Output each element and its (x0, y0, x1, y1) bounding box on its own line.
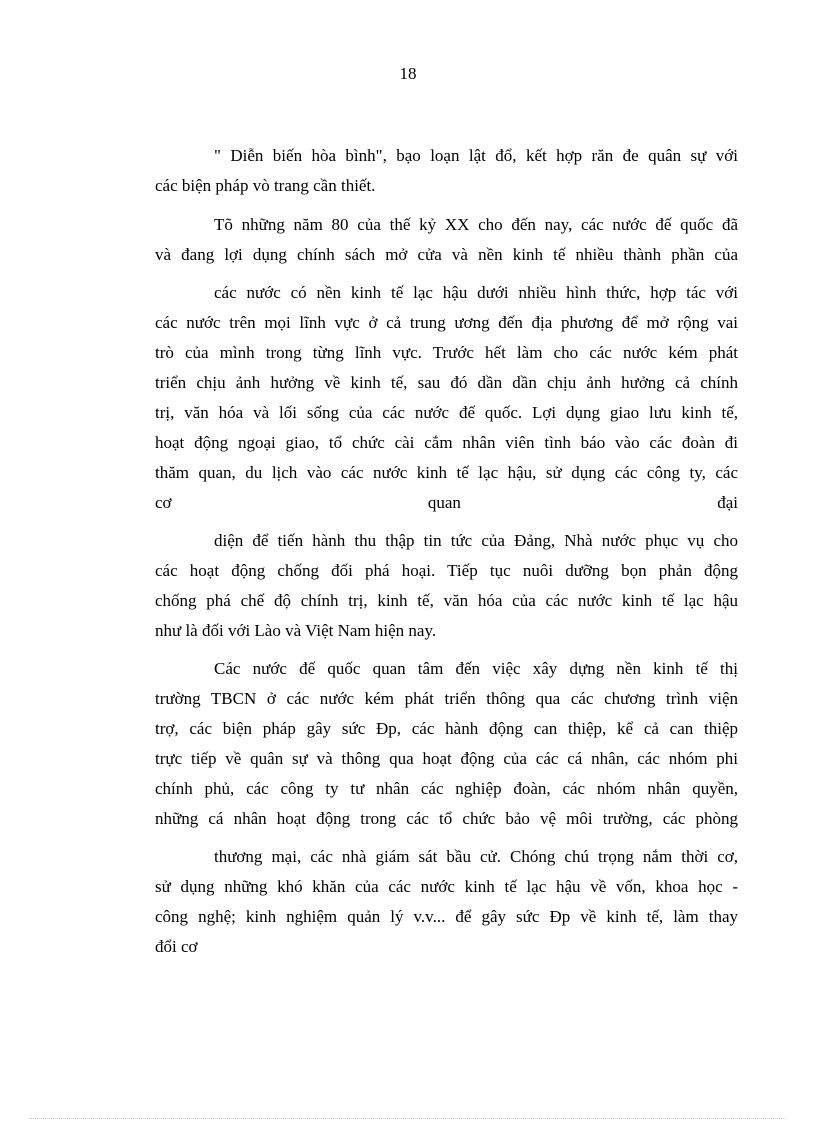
text-line: các biện pháp vò trang cần thiết. (155, 176, 376, 195)
text-line: đổi cơ (155, 937, 198, 956)
text-line: chống phá chế độ chính trị, kinh tế, văn hóa của các nước kinh tế lạc hậu (155, 591, 738, 610)
text-line: diện để tiến hành thu thập tin tức của Đảng, Nhà nước phục vụ cho (214, 531, 738, 550)
text-line: các nước trên mọi lĩnh vực ở cả trung ương đến địa phương để mở rộng vai (155, 313, 738, 332)
text-line: " Diễn biến hòa bình", bạo loạn lật đổ, kết hợp răn đe quân sự với (214, 146, 738, 165)
text-line: các hoạt động chống đối phá hoại. Tiếp tục nuôi dưỡng bọn phản động (155, 561, 738, 580)
text-line: và đang lợi dụng chính sách mở cửa và nền kinh tế nhiều thành phần của (155, 245, 738, 264)
text-line: cơ quan đại (155, 493, 738, 512)
text-line: các nước có nền kinh tế lạc hậu dưới nhiều hình thức, hợp tác với (214, 283, 738, 302)
text-line: công nghệ; kinh nghiệm quản lý v.v... để gây sức Ðp về kinh tế, làm thay (155, 907, 738, 926)
text-line: chính phủ, các công ty tư nhân các nghiệp đoàn, các nhóm nhân quyền, (155, 779, 738, 798)
text-line: trợ, các biện pháp gây sức Ðp, các hành động can thiệp, kể cả can thiệp (155, 719, 738, 738)
text-line: những cá nhân hoạt động trong các tổ chức bảo vệ môi trường, các phòng (155, 809, 738, 828)
text-line: Các nước đế quốc quan tâm đến việc xây dựng nền kinh tế thị (214, 659, 738, 678)
text-line: trị, văn hóa và lối sống của các nước đế quốc. Lợi dụng giao lưu kinh tế, (155, 403, 738, 422)
text-line: hoạt động ngoại giao, tổ chức cài cắm nhân viên tình báo vào các đoàn đi (155, 433, 738, 452)
text-line: thương mại, các nhà giám sát bầu cử. Chóng chú trọng nắm thời cơ, (214, 847, 738, 866)
text-line: như là đối với Lào và Việt Nam hiện nay. (155, 621, 437, 640)
page-bottom-divider (30, 1118, 786, 1119)
page-number: 18 (399, 64, 417, 83)
text-line: trực tiếp về quân sự và thông qua hoạt động của các cá nhân, các nhóm phi (155, 749, 738, 768)
text-line: Tõ những năm 80 của thế kỷ XX cho đến nay, các nước đế quốc đã (214, 215, 738, 234)
text-line: trường TBCN ở các nước kém phát triển thông qua các chương trình viện (155, 689, 738, 708)
text-line: trò của mình trong từng lĩnh vực. Trước hết làm cho các nước kém phát (155, 343, 738, 362)
text-line: triển chịu ảnh hưởng về kinh tế, sau đó dần dần chịu ảnh hưởng cả chính (155, 373, 738, 392)
text-line: thăm quan, du lịch vào các nước kinh tế lạc hậu, sử dụng các công ty, các (155, 463, 738, 482)
text-line: sử dụng những khó khăn của các nước kinh tế lạc hậu về vốn, khoa học - (155, 877, 738, 896)
